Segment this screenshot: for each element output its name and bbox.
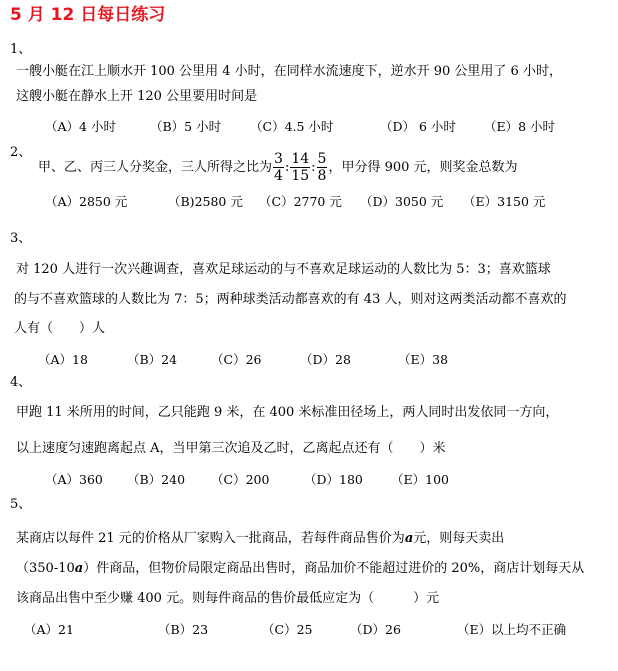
fraction-3 [317, 151, 328, 184]
question-3-option-a: （A）18 [38, 352, 88, 367]
question-2-option-e: （E）3150 元 [463, 194, 546, 209]
question-4-option-e: （E）100 [391, 472, 449, 487]
question-number-4: 4、 [10, 375, 32, 390]
question-2-option-d: （D）3050 元 [360, 194, 444, 209]
fraction-3-numerator: 5 [317, 151, 327, 167]
fraction-2-numerator: 14 [291, 151, 310, 167]
question-5-line-2-part-a: （350-10 [16, 561, 75, 576]
fraction-2 [290, 151, 310, 184]
question-1-option-d: （D） 6 小时 [380, 119, 456, 134]
question-2-option-b: （B)2580 元 [168, 194, 243, 209]
question-5-option-e: （E）以上均不正确 [457, 622, 567, 637]
question-1-option-e: （E）8 小时 [484, 119, 556, 134]
question-4-text-line-2: 以上速度匀速跑离起点 A，当甲第三次追及乙时，乙离起点还有（ ）米 [16, 441, 446, 456]
fraction-1-denominator: 4 [274, 168, 283, 184]
question-3-text-line-1: 对 120 人进行一次兴趣调查，喜欢足球运动的与不喜欢足球运动的人数比为 5：3；喜欢篮球 [16, 262, 551, 277]
question-5-option-a: （A）21 [24, 622, 74, 637]
question-number-5: 5、 [10, 497, 32, 512]
question-3-text-line-3: 人有（ ）人 [14, 321, 106, 336]
question-5-text-line-2 [16, 562, 584, 575]
question-3-option-d: （D）28 [300, 352, 351, 367]
fraction-3-denominator: 8 [317, 168, 327, 184]
question-1-option-c: （C）4.5 小时 [250, 119, 334, 134]
question-number-2: 2、 [10, 145, 32, 160]
ratio-separator-2: : [311, 160, 316, 175]
fraction-2-denominator: 15 [291, 168, 310, 184]
question-number-1: 1、 [10, 42, 32, 57]
question-1-option-b: （B）5 小时 [150, 119, 222, 134]
variable-a: a [74, 561, 84, 576]
question-3-option-b: （B）24 [127, 352, 178, 367]
question-3-text-line-2: 的与不喜欢篮球的人数比为 7：5；两种球类活动都喜欢的有 43 人，则对这两类活动都不喜欢的 [14, 292, 567, 307]
question-5-option-d: （D）26 [350, 622, 401, 637]
page-title: 5 月 12 日每日练习 [10, 5, 166, 25]
question-5-option-b: （B）23 [158, 622, 209, 637]
question-4-option-c: （C）200 [211, 472, 270, 487]
fraction-1-numerator: 3 [274, 151, 283, 167]
question-5-line-1-part-a: 某商店以每件 21 元的价格从厂家购入一批商品，若每件商品售价为 [16, 531, 405, 546]
question-5-line-2-part-b: ）件商品，但物价局限定商品出售时，商品加价不能超过进价的 20%，商店计划每天从 [83, 561, 585, 576]
question-3-option-e: （E）38 [398, 352, 449, 367]
question-2-text [38, 148, 518, 188]
question-5-text-line-1 [16, 532, 504, 545]
ratio-separator-1: : [284, 160, 290, 175]
question-2-option-c: （C）2770 元 [259, 194, 342, 209]
question-4-option-a: （A）360 [45, 472, 103, 487]
question-4-option-d: （D）180 [304, 472, 363, 487]
question-1-text-line-1: 一艘小艇在江上顺水开 100 公里用 4 小时，在同样水流速度下，逆水开 90 公里用了 6 小时， [16, 64, 562, 79]
question-1-option-a: （A）4 小时 [45, 119, 116, 134]
question-2-text-post: ，甲分得 900 元，则奖金总数为 [328, 160, 518, 175]
question-2-option-a: （A）2850 元 [45, 194, 128, 209]
fraction-1 [273, 151, 284, 184]
question-5-option-c: （C）25 [262, 622, 313, 637]
question-2-text-pre: 甲、乙、丙三人分奖金，三人所得之比为 [38, 160, 273, 175]
variable-a: a [404, 531, 414, 546]
question-5-line-1-part-b: 元，则每天卖出 [413, 531, 505, 546]
question-5-text-line-3: 该商品出售中至少赚 400 元。则每件商品的售价最低应定为（ ）元 [16, 591, 440, 606]
question-1-text-line-2: 这艘小艇在静水上开 120 公里要用时间是 [16, 89, 258, 104]
question-4-text-line-1: 甲跑 11 米所用的时间，乙只能跑 9 米，在 400 米标准田径场上，两人同时出发依同一方向， [16, 405, 559, 420]
question-3-option-c: （C）26 [211, 352, 262, 367]
question-number-3: 3、 [10, 231, 32, 246]
question-4-option-b: （B）240 [127, 472, 186, 487]
